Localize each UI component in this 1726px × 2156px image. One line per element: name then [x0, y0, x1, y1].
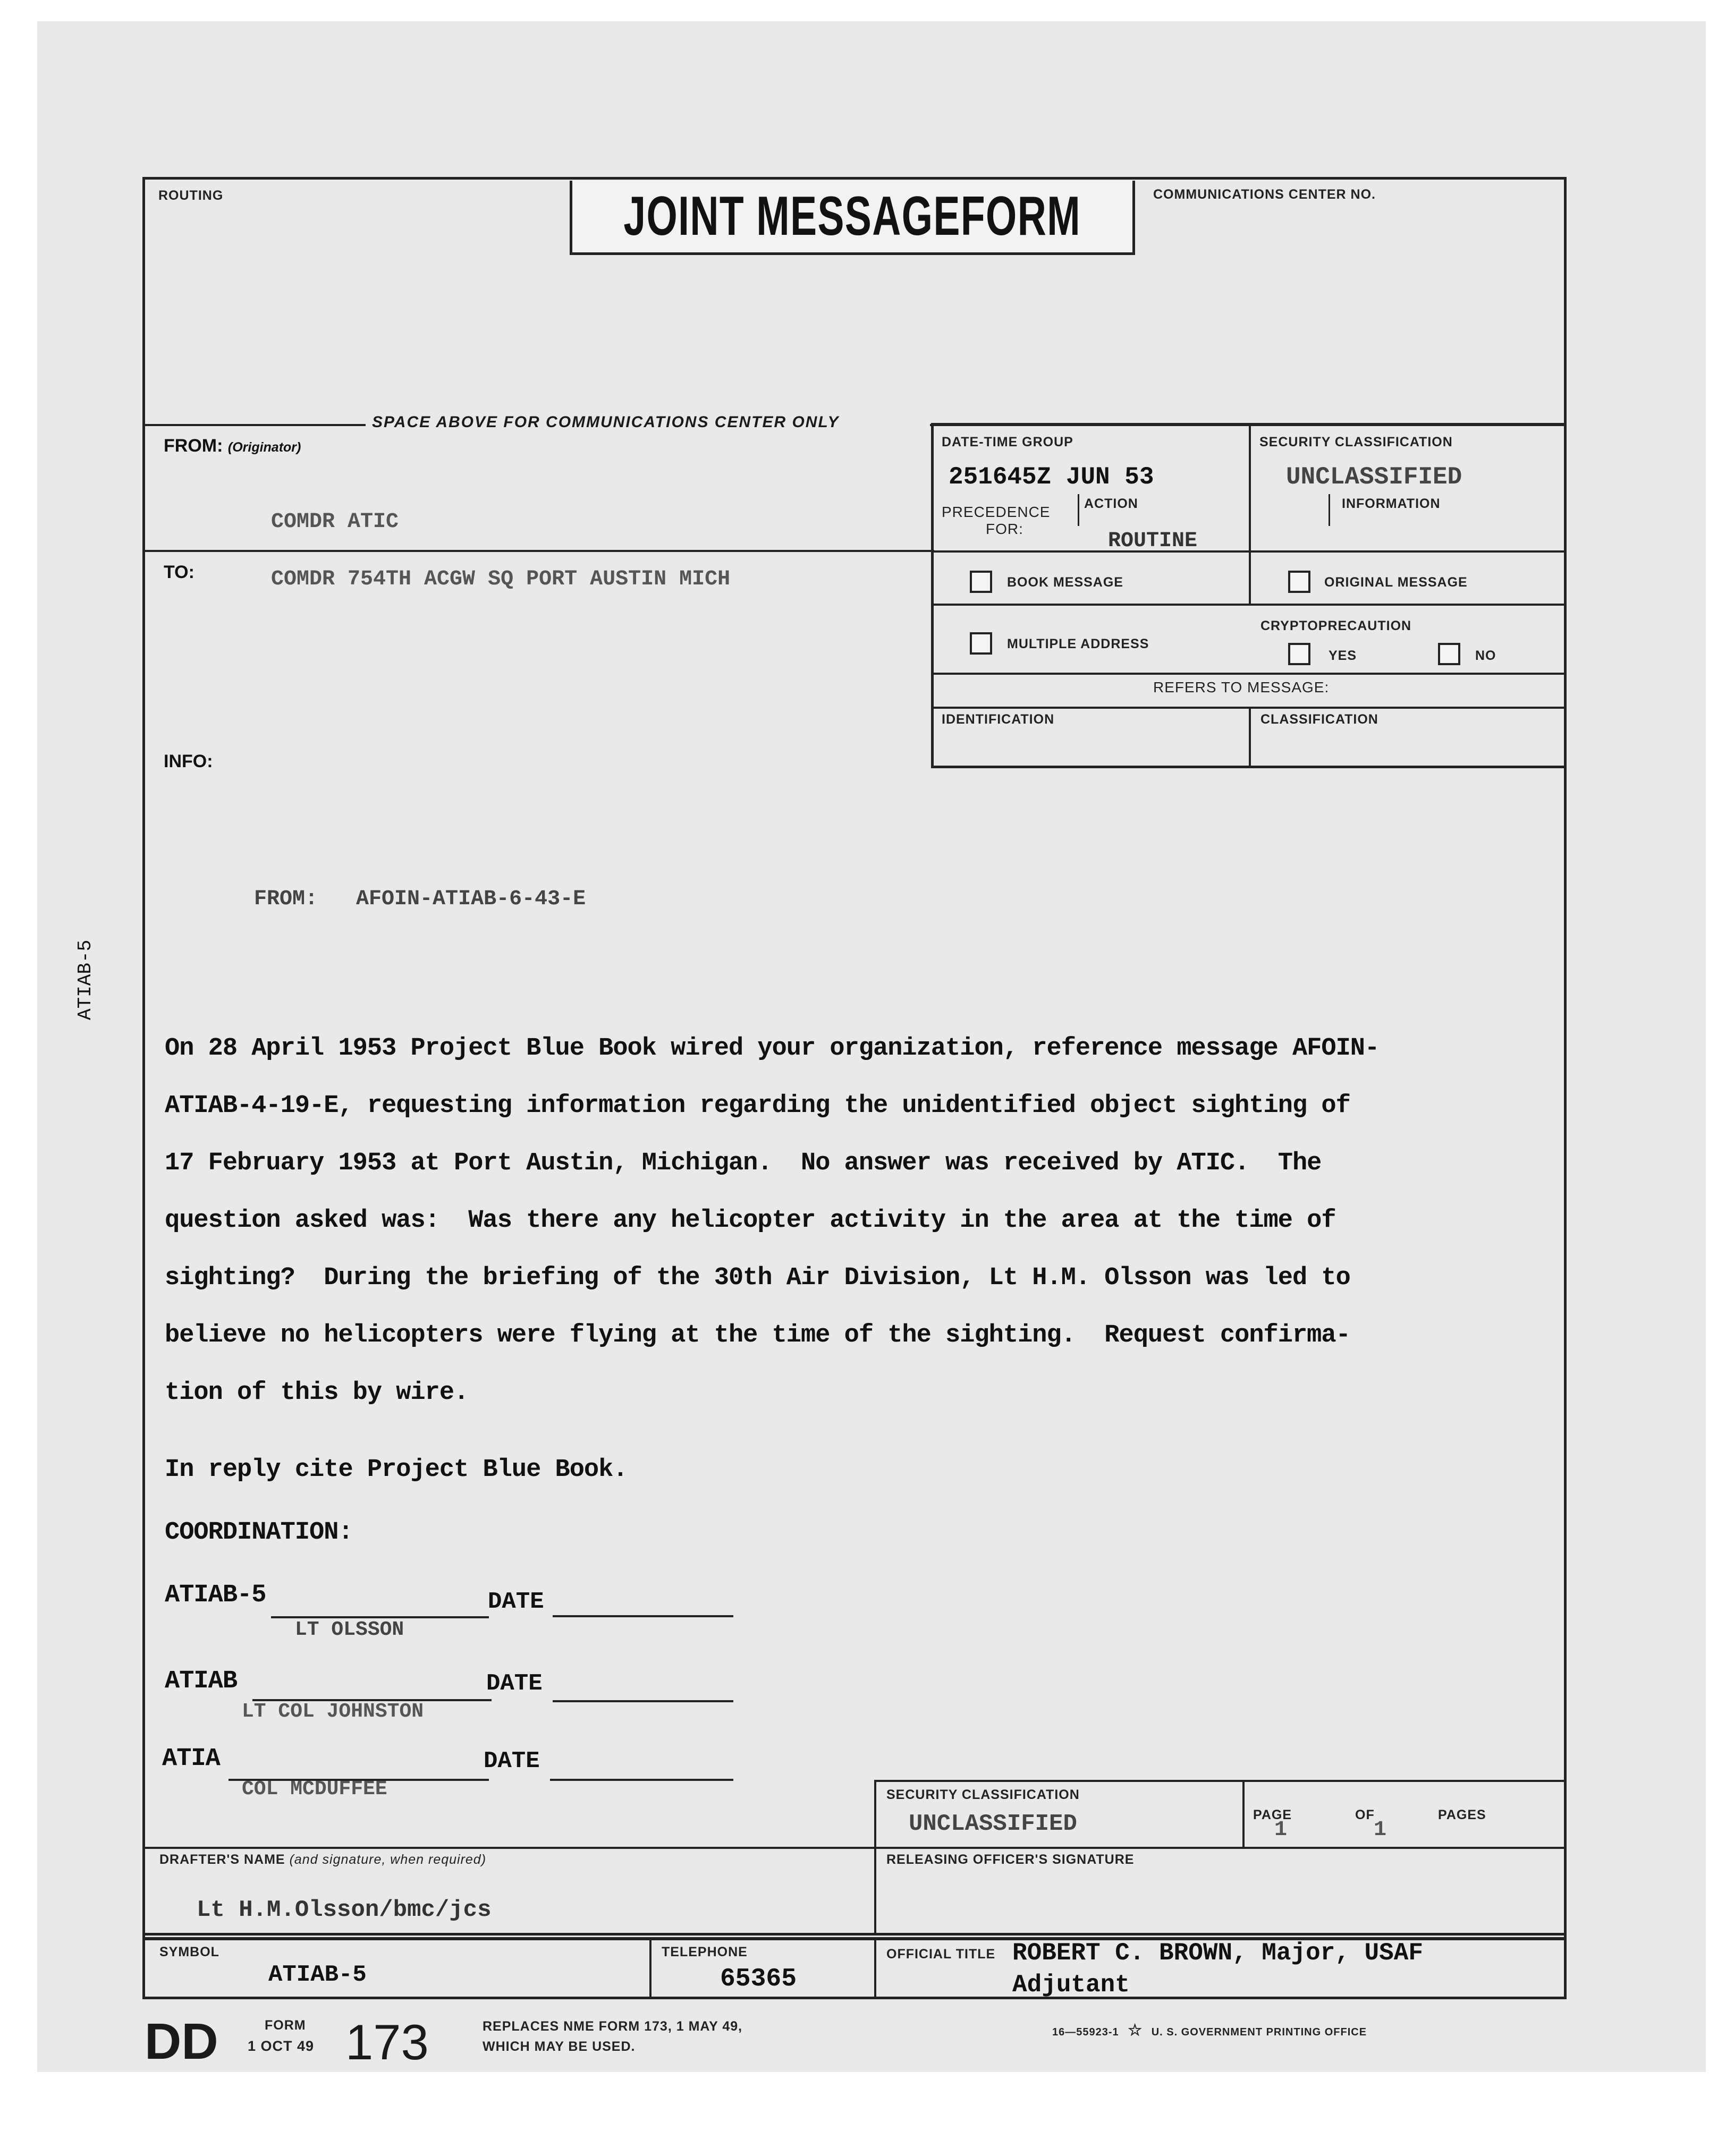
body-line: ATIAB-4-19-E, requesting information regarding the unidentified object sighting of: [165, 1092, 1350, 1120]
body-line: question asked was: Was there any helicopter activity in the area at the time of: [165, 1207, 1336, 1235]
body-line: sighting? During the briefing of the 30th Air Division, Lt H.M. Olsson was led to: [165, 1264, 1350, 1292]
crypto-yes-label: YES: [1329, 648, 1357, 663]
to-label: TO:: [164, 562, 194, 582]
footer-security-value: UNCLASSIFIED: [909, 1811, 1077, 1837]
page-title: JOINT MESSAGEFORM: [623, 185, 1081, 247]
originator-label: (Originator): [227, 440, 301, 455]
form-id-gpo: U. S. GOVERNMENT PRINTING OFFICE: [1151, 2026, 1367, 2038]
crypto-no-label: NO: [1475, 648, 1496, 663]
crypto-yes-checkbox[interactable]: [1288, 643, 1310, 665]
for-label: FOR:: [986, 521, 1023, 537]
coord-office-3: ATIA: [162, 1745, 220, 1773]
symbol-label: SYMBOL: [159, 1945, 219, 1959]
security-value: UNCLASSIFIED: [1286, 463, 1462, 491]
dtg-value: 251645Z JUN 53: [949, 463, 1154, 491]
book-message-checkbox[interactable]: [970, 571, 992, 593]
routing-label: ROUTING: [158, 188, 224, 203]
original-message-label: ORIGINAL MESSAGE: [1324, 575, 1468, 590]
coord-name-1: LT OLSSON: [295, 1618, 404, 1641]
of-value: 1: [1374, 1818, 1387, 1842]
info-label: INFO:: [164, 751, 213, 771]
multiple-address-checkbox[interactable]: [970, 632, 992, 655]
from-label: FROM:: [164, 436, 223, 456]
dtg-label: DATE-TIME GROUP: [942, 435, 1073, 449]
coord-name-3: COL MCDUFFEE: [242, 1778, 387, 1801]
of-label: OF: [1355, 1807, 1375, 1822]
book-message-label: BOOK MESSAGE: [1007, 575, 1123, 590]
telephone-value: 65365: [720, 1965, 797, 1993]
page-value: 1: [1274, 1818, 1288, 1842]
body-line: On 28 April 1953 Project Blue Book wired your organization, reference message AFOIN-: [165, 1034, 1380, 1063]
releasing-label: RELEASING OFFICER'S SIGNATURE: [886, 1852, 1135, 1867]
title-box: [570, 181, 1135, 255]
star-icon: ☆: [1128, 2022, 1143, 2039]
form-id-print-code: 16—55923-1: [1052, 2026, 1119, 2038]
message-body: [165, 1020, 1536, 1422]
reply-line: In reply cite Project Blue Book.: [165, 1456, 628, 1484]
action-label: ACTION: [1084, 496, 1138, 511]
form-id-date: 1 OCT 49: [248, 2038, 315, 2054]
security-label: SECURITY CLASSIFICATION: [1259, 435, 1453, 449]
telephone-label: TELEPHONE: [662, 1945, 748, 1959]
classification-label: CLASSIFICATION: [1260, 712, 1378, 727]
official-title-value: ROBERT C. BROWN, Major, USAF: [1012, 1939, 1423, 1967]
drafter-value: Lt H.M.Olsson/bmc/jcs: [197, 1897, 492, 1923]
refers-to-label: REFERS TO MESSAGE:: [1153, 679, 1330, 695]
form-id-replaces-2: WHICH MAY BE USED.: [483, 2039, 636, 2054]
coordination-label: COORDINATION:: [165, 1518, 353, 1547]
coord-date-label-3: DATE: [484, 1748, 540, 1775]
crypto-no-checkbox[interactable]: [1438, 643, 1460, 665]
form-id-dd: DD: [145, 2013, 218, 2070]
page-label: PAGE: [1253, 1807, 1292, 1822]
from-value: COMDR ATIC: [271, 510, 399, 534]
identification-label: IDENTIFICATION: [942, 712, 1055, 727]
footer-security-label: SECURITY CLASSIFICATION: [886, 1787, 1080, 1802]
space-above-label: SPACE ABOVE FOR COMMUNICATIONS CENTER ONLY: [372, 413, 840, 431]
body-line: tion of this by wire.: [165, 1379, 469, 1407]
coord-date-label-2: DATE: [486, 1670, 543, 1697]
official-title-label: OFFICIAL TITLE: [886, 1947, 996, 1962]
to-value: COMDR 754TH ACGW SQ PORT AUSTIN MICH: [271, 567, 731, 591]
form-id-replaces-1: REPLACES NME FORM 173, 1 MAY 49,: [483, 2019, 743, 2034]
comm-center-label: COMMUNICATIONS CENTER NO.: [1153, 187, 1376, 202]
margin-note: ATIAB-5: [74, 939, 96, 1020]
official-title-value-2: Adjutant: [1012, 1971, 1130, 1999]
body-from-line: FROM: AFOIN-ATIAB-6-43-E: [254, 887, 586, 911]
form-id-form-word: FORM: [265, 2018, 306, 2033]
precedence-label: PRECEDENCE: [942, 504, 1051, 520]
body-line: believe no helicopters were flying at the time of the sighting. Request confirma-: [165, 1321, 1350, 1349]
coord-office-2: ATIAB: [165, 1667, 238, 1695]
information-label: INFORMATION: [1342, 496, 1441, 511]
original-message-checkbox[interactable]: [1288, 571, 1310, 593]
coord-name-2: LT COL JOHNSTON: [242, 1700, 424, 1723]
pages-label: PAGES: [1438, 1807, 1486, 1822]
form-id-number: 173: [345, 2014, 429, 2070]
precedence-value: ROUTINE: [1108, 529, 1198, 553]
coord-office-1: ATIAB-5: [165, 1581, 266, 1609]
drafter-label: DRAFTER'S NAME: [159, 1852, 285, 1867]
drafter-hint: (and signature, when required): [289, 1852, 487, 1867]
coord-date-label-1: DATE: [488, 1589, 544, 1615]
symbol-value: ATIAB-5: [268, 1962, 367, 1988]
multiple-address-label: MULTIPLE ADDRESS: [1007, 636, 1149, 651]
cryptoprecaution-label: CRYPTOPRECAUTION: [1260, 618, 1412, 633]
body-line: 17 February 1953 at Port Austin, Michigan. No answer was received by ATIC. The: [165, 1149, 1322, 1177]
